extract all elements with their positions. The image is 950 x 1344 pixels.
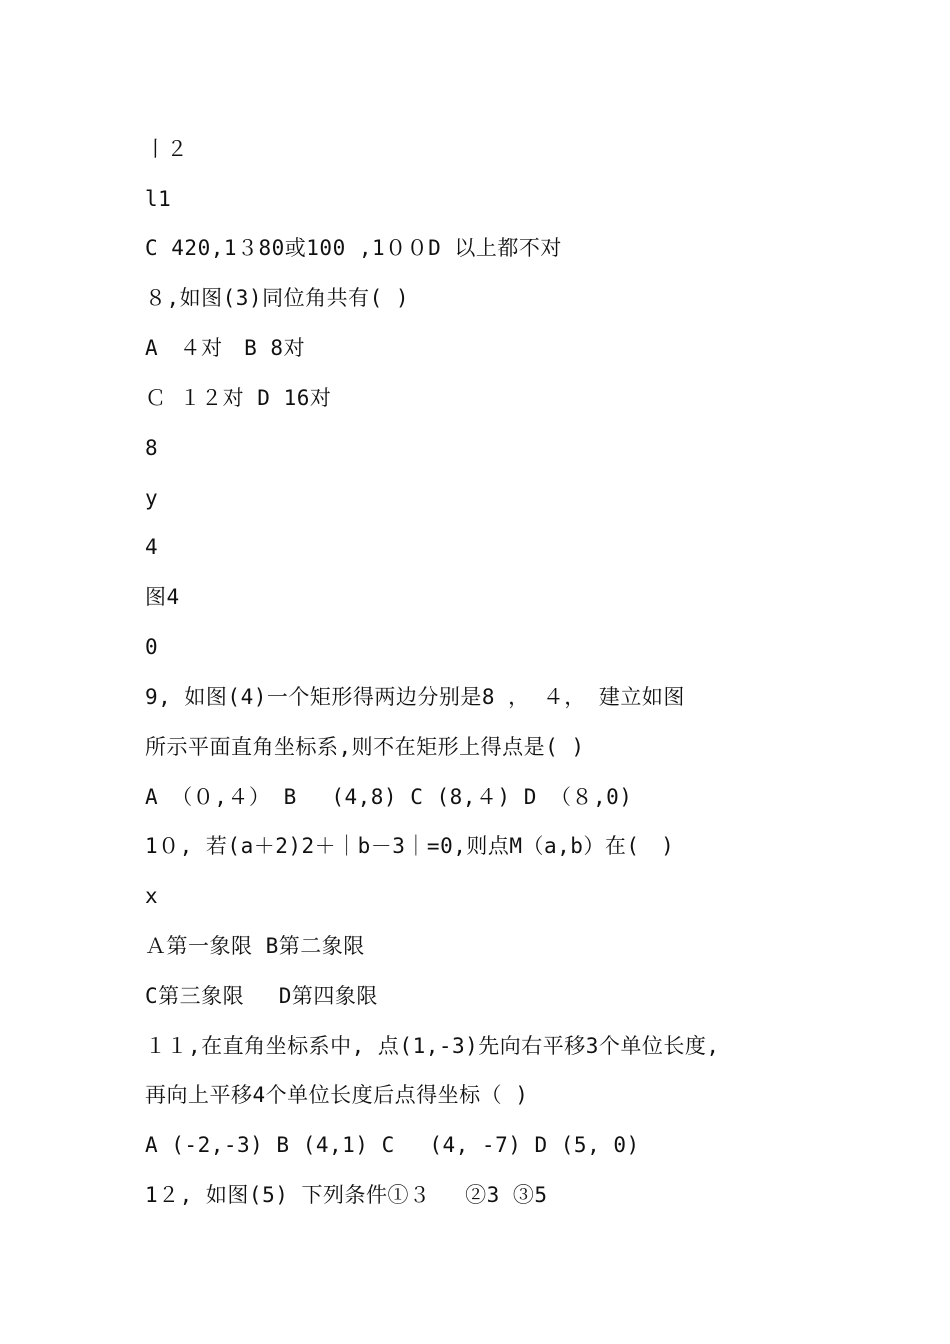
question-8-options-ab: A ４对 B 8对	[145, 336, 306, 360]
question-12: 1２, 如图(5) 下列条件①３ ②3 ③5	[145, 1183, 548, 1207]
question-10: 1０, 若(a＋2)2＋｜b－3｜=0,则点M（a,b）在( )	[145, 834, 675, 858]
text-line: l1	[145, 187, 172, 211]
figure-label: 4	[145, 535, 159, 559]
question-11: １１,在直角坐标系中, 点(1,-3)先向右平移3个单位长度,	[145, 1034, 720, 1058]
figure-label: 0	[145, 635, 159, 659]
figure-label: y	[145, 486, 159, 510]
question-10-options-cd: C第三象限 D第四象限	[145, 984, 378, 1008]
text-line: C 420,1３80或100 ,1００D 以上都不对	[145, 236, 562, 260]
question-11-options: A (-2,-3) B (4,1) C (4, -7) D (5, 0)	[145, 1133, 640, 1157]
figure-label: 8	[145, 436, 159, 460]
figure-label: x	[145, 884, 159, 908]
question-8: ８,如图(3)同位角共有( )	[145, 286, 410, 310]
question-11-continued: 再向上平移4个单位长度后点得坐标（ )	[145, 1083, 529, 1107]
question-9-continued: 所示平面直角坐标系,则不在矩形上得点是( )	[145, 735, 585, 759]
question-9-options: A （０,４） B (4,8) C (8,４) D （８,0)	[145, 785, 633, 809]
figure-caption: 图4	[145, 585, 180, 609]
question-9: 9, 如图(4)一个矩形得两边分别是8 ， ４， 建立如图	[145, 685, 685, 709]
question-8-options-cd: Ｃ １２对 D 16对	[145, 386, 332, 410]
question-10-options-ab: Ａ第一象限 B第二象限	[145, 934, 365, 958]
text-line: 丨２	[145, 137, 188, 161]
